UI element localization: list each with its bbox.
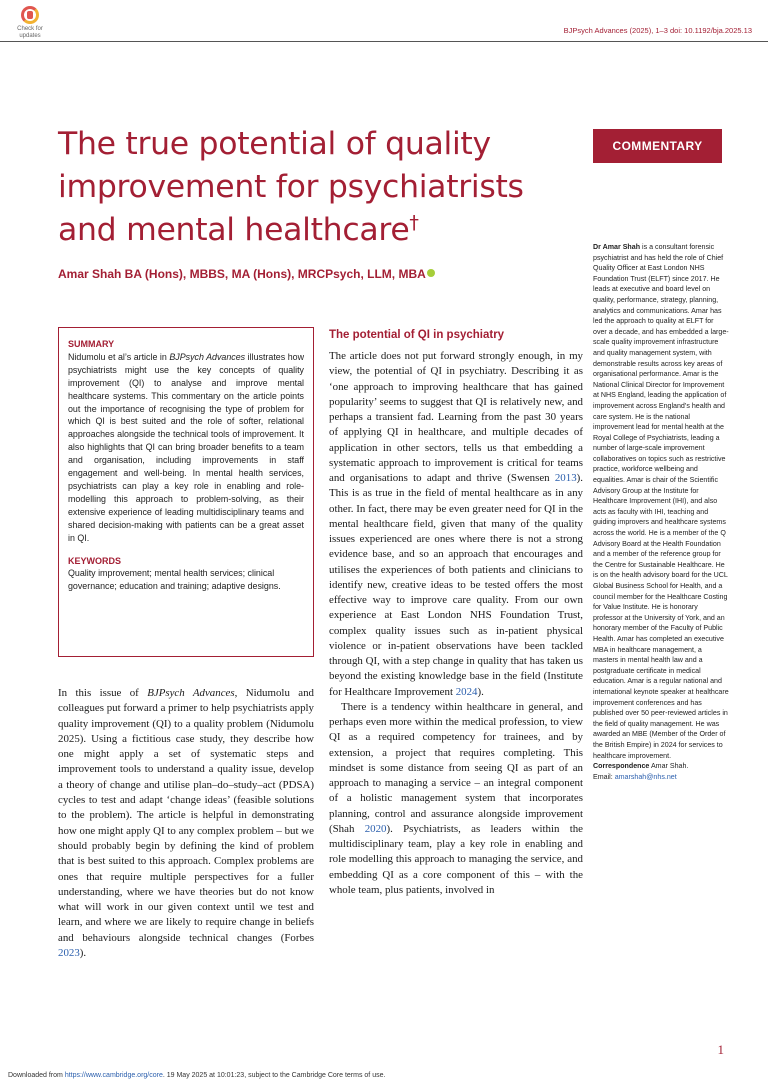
check-for-updates-badge[interactable] [8,6,52,46]
ref-link-swensen[interactable]: 2013 [554,472,577,484]
header-divider [0,41,768,42]
article-title [58,123,568,252]
running-head: BJPsych Advances (2025), 1–3 doi: 10.1192/bja.2025.13 [563,26,752,35]
orcid-icon[interactable] [427,269,435,277]
ref-link-shah[interactable]: 2020 [364,822,387,835]
ref-link-forbes[interactable]: 2023 [58,947,80,960]
check-updates-icon [21,6,39,24]
body-left-column [58,686,314,961]
check-for-updates-label: Check for updates [17,26,43,39]
ref-link-ihi[interactable]: 2024 [455,685,478,698]
body-right-column [329,349,583,898]
author-line [58,267,435,281]
author-bio [593,242,729,782]
body-paragraph-1: The article does not put forward strongly enough, in my view, the potential of QI in psychiatry. Describing it as ‘one approach to improving healthcare that has gained popularity’ seems to suggest that QI is relatively new, and perhaps a transient fad. Learning from the past 30 years of applying QI in healthcare, and multiple decades of application in other sectors, tells us that embedding a systematic approach to improvement is critical for teams and organisations to adapt and thrive (Swensen 2013). This is as true in the field of mental healthcare as in any other. In fact, there may be even greater need for QI in the mental healthcare field, given that many of the quality issues experienced are ones where there is not a strong evidence base, and so an approach that encourages and utilises the experiences of both patients and clinicians to identify new, creative ideas to be tested offers the most effective way to improve care quality. From our own experience at East London NHS Foundation Trust, complex quality issues such as in-patient physical violence or in-patient observations have been tackled through QI, with a step change in quality that has taken us beyond the existing knowledge base in the field (Institute for Healthcare Improvement 2024). [329,350,583,698]
keywords-heading: KEYWORDS [68,555,122,566]
keywords-text: Quality improvement; mental health services; clinical governance; education and training; adaptive designs. [68,568,281,592]
summary-text: Nidumolu et al’s article in BJPsych Advances illustrates how psychiatrists might use the key concepts of quality improvement (QI) to analyse and improve mental healthcare systems. This commentary on the article points out the importance of recognising the type of problem for which QI is best suited and the role of softer, relational approaches alongside the technical tools of improvement. It also highlights that QI can bring broader benefits to a team and organisation, including improvements in staff engagement and well-being. In mental health services, psychiatrists can play a key role in enabling and role-modelling this approach to problem-solving, as their extensive experience of leading multidisciplinary teams and shared decision-making with patients can be a great asset in QI. [68,351,304,543]
email-line: Email: amarshah@nhs.net [593,772,677,781]
author-names: Amar Shah BA (Hons), MBBS, MA (Hons), MRCPsych, LLM, MBA [58,267,426,281]
summary-box [58,327,314,657]
title-text: The true potential of quality improvement for psychiatrists and mental healthcare [58,126,524,248]
intro-paragraph: In this issue of BJPsych Advances, Nidumolu and colleagues put forward a primer to help psychiatrists apply quality improvement (QI) to a quality problem (Nidumolu 2025). Using a fictitious case study, they describe how one might apply a set of systematic steps and improvement tools to understand a quality issue, develop a theory of change and utilise plan–do–study–act (PDSA) cycles to test and adapt ‘change ideas’ (feasible solutions to the problem). The article is helpful in demonstrating how one might apply QI to any complex problem – but we should probably begin by defining the kind of problem that is best suited to this approach. Complex problems are ones that require multiple perspectives for a fuller understanding, where we have theories but do not know what will work in our given context until we test and learn, and where we are likely to require change in beliefs and behaviours alongside technical changes (Forbes 2023). [58,687,314,960]
summary-heading: SUMMARY [68,339,115,349]
body-paragraph-2: There is a tendency within healthcare in general, and perhaps even more within the medical profession, to view QI as a required competency for trainees, and by extension, a project that requires completing. This mindset is some distance from seeing QI as part of an approach to managing a service – an integral component of a holistic management system that incorporates planning, control and assurance alongside improvement (Shah 2020). Psychiatrists, as leaders within the multidisciplinary team, play a key role in enabling and role modelling this approach to managing the service, and embedding QI as a core component of this – with the whole team, plus patients, involved in [329,700,583,896]
download-footer: Downloaded from https://www.cambridge.org/core. 19 May 2025 at 10:01:23, subject to the Cambridge Core terms of use. [8,1072,386,1079]
commentary-badge: COMMENTARY [593,129,722,163]
section-heading: The potential of QI in psychiatry [329,329,505,341]
correspondence-line: Correspondence Amar Shah. [593,762,689,771]
title-dagger: † [409,211,419,234]
bio-paragraph: Dr Amar Shah is a consultant forensic psychiatrist and has held the role of Chief Quality Officer at East London NHS Foundation Trust (ELFT) since 2017. He leads at executive and board level on quality, performance, strategy, planning, analytics and communications. Amar has led the approach to quality at ELFT for over a decade, and has embedded a large-scale quality improvement infrastructure and quality management system, with demonstrable results across key areas of organisational performance. Amar is the National Clinical Director for Improvement at NHS England, leading the application of improvement across England’s health and care system. He is the national improvement lead for mental health at the Royal College of Psychiatrists, leading a number of large-scale improvement collaboratives on topics such as restrictive practice, workforce wellbeing and equalities. Amar is chair of the Scientific Advisory Group at the Institute for Healthcare Improvement (IHI), and also acts as faculty with IHI, teaching and guiding improvers and healthcare systems across the world. He is a member of the Q Advisory Board at the Health Foundation and a member of the reference group for the Centre for Sustainable Healthcare. He is on the health advisory board for the UCL Global Business School for Health, and a council member for the Healthcare Costing for Value Institute. He is honorary professor at the University of York, and an honorary member of the Faculty of Public Health. Amar has completed an executive MBA in healthcare management, a masters in mental health law and a postgraduate certificate in medical education. Amar is a regular national and international keynote speaker at healthcare improvement conferences and has published over 50 peer-reviewed articles in the field of quality management. He was awarded an MBE (Member of the Order of the British Empire) in 2024 for services to healthcare improvement. [593,243,729,760]
cambridge-core-link[interactable]: https://www.cambridge.org/core [64,1072,163,1079]
page-number: 1 [717,1042,724,1057]
email-link[interactable]: amarshah@nhs.net [614,772,677,781]
